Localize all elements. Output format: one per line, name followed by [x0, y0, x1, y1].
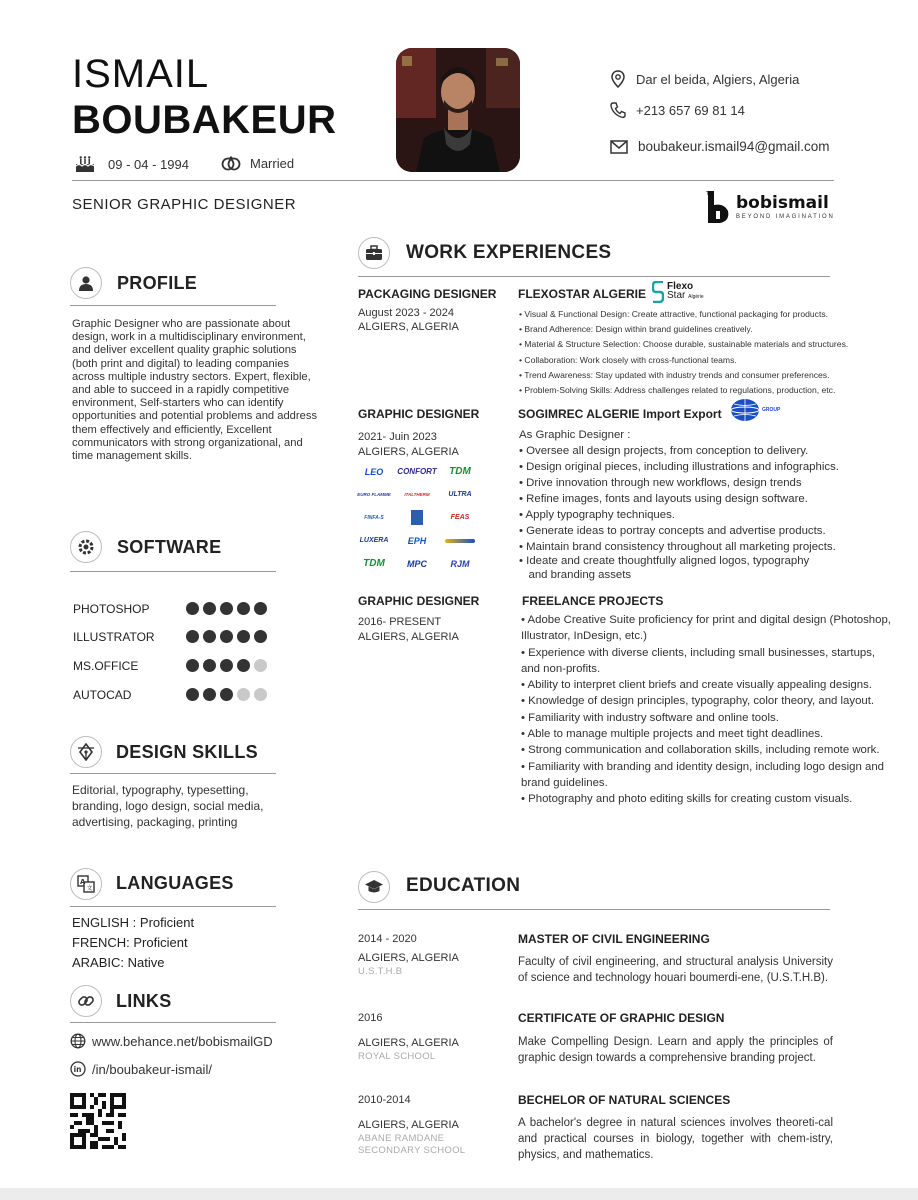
job-bullets: [519, 307, 848, 398]
client-logo: LUXERA: [359, 537, 389, 544]
portrait-image: [396, 48, 520, 172]
language-item: ARABIC: Native: [72, 955, 165, 970]
skill-dot-empty: [254, 659, 267, 672]
edu-school: ROYAL SCHOOL: [358, 1051, 436, 1062]
skill-dot-filled: [186, 688, 199, 701]
email-text[interactable]: boubakeur.ismail94@gmail.com: [638, 139, 830, 154]
language-item: ENGLISH : Proficient: [72, 915, 195, 930]
brand-tagline: BEYOND IMAGINATION: [736, 213, 835, 220]
skill-dot-empty: [254, 688, 267, 701]
job-bullet: • Trend Awareness: Stay updated with industry trends and consumer preferences.: [519, 369, 830, 380]
job-bullet: • Maintain brand consistency throughout all marketing projects.: [519, 541, 836, 553]
job-bullet: • Refine images, fonts and layouts using design software.: [519, 493, 808, 505]
qr-code-image: [70, 1093, 126, 1149]
behance-link[interactable]: www.behance.net/bobismailGD: [92, 1033, 273, 1049]
profile-text: Graphic Designer who are passionate about design, work in a multidisciplinary environment, and deliver excellent quality graphic solutions (both print and digital) to leading companies across multiple industry sectors. Expert, flexible, and able to succeed in a rapidly competitive environment, Self-starters who can identify opportunities and potential problems and address them effectively and efficiently, Excellent communicators with strong organizational, and time management skills.: [72, 318, 318, 463]
client-logos: [354, 462, 484, 573]
company-name: FLEXOSTAR ALGERIE: [518, 287, 647, 301]
job-location: ALGIERS, ALGERIA: [358, 631, 459, 643]
work-heading: WORK EXPERIENCES: [406, 242, 612, 263]
job-bullet: • Apply typography techniques.: [519, 509, 675, 521]
client-logo: CONFORT: [397, 467, 437, 476]
job-bullet: • Familiarity with branding and identity design, including logo design and brand guidelines.: [521, 760, 885, 789]
birthday-cake-icon: [74, 155, 96, 173]
location-pin-icon: [610, 70, 626, 88]
brand-mark-icon: [706, 189, 732, 225]
sogimrec-globe-icon: [730, 398, 760, 422]
links-section-icon-wrap: [70, 985, 102, 1017]
software-name: MS.OFFICE: [73, 659, 139, 673]
skill-dots: [186, 659, 267, 672]
rings-icon: [220, 155, 242, 171]
phone-row: [610, 101, 745, 119]
job-bullet: • Material & Structure Selection: Choose durable, sustainable materials and structures.: [519, 339, 849, 350]
job-bullet: • Problem-Solving Skills: Address challenges related to regulations, production, etc.: [519, 385, 836, 396]
job-date: August 2023 - 2024: [358, 307, 455, 319]
client-logo: ITALTHERM: [404, 492, 430, 497]
qr-code[interactable]: [70, 1093, 126, 1149]
skill-dot-filled: [220, 688, 233, 701]
job-bullet: • Generate ideas to portray concepts and advertise products.: [519, 525, 826, 537]
skill-dot-filled: [203, 688, 216, 701]
edu-school: ABANE RAMDANE SECONDARY SCHOOL: [358, 1133, 466, 1156]
birth-date: 09 - 04 - 1994: [108, 156, 189, 172]
skill-dots: [186, 688, 267, 701]
linkedin-icon: [70, 1061, 86, 1077]
work-rule: [358, 276, 830, 277]
client-logo: LEO: [364, 466, 384, 477]
brand-text: [736, 192, 835, 220]
linkedin-link-row: [70, 1061, 212, 1077]
flexostar-logo-line1: Flexo: [667, 281, 694, 292]
edu-school: U.S.T.H.B: [358, 966, 403, 977]
education-heading: EDUCATION: [406, 875, 521, 896]
brand-logo: [706, 186, 838, 228]
job-title: SENIOR GRAPHIC DESIGNER: [72, 196, 297, 213]
job-bullet: • Design original pieces, including illustrations and infographics.: [519, 461, 839, 473]
flexostar-logo-line2: [667, 291, 704, 302]
sogimrec-logo-sub: GROUP: [762, 407, 781, 413]
company-name: SOGIMREC ALGERIE Import Export: [518, 407, 722, 421]
client-logo-swoosh: [440, 531, 480, 550]
job-date: 2021- Juin 2023: [358, 431, 437, 443]
job-bullet: • Strong communication and collaboration skills, including remote work.: [521, 744, 880, 757]
client-logo: TDM: [363, 558, 385, 569]
skill-dots: [186, 602, 267, 615]
flexostar-mark-icon: [652, 281, 664, 303]
job-location: ALGIERS, ALGERIA: [358, 446, 459, 458]
address-text: Dar el beida, Algiers, Algeria: [636, 71, 800, 87]
skill-dot-filled: [186, 602, 199, 615]
software-name: PHOTOSHOP: [73, 602, 150, 616]
job-bullet: • Knowledge of design principles, typography, color theory, and layout.: [521, 695, 875, 708]
job-bullets: [519, 427, 889, 582]
job-bullets: [521, 612, 891, 808]
design-skills-rule: [70, 773, 276, 774]
chain-link-icon: [77, 992, 95, 1010]
profile-section-icon-wrap: [70, 267, 102, 299]
job-intro: As Graphic Designer :: [519, 429, 631, 441]
skill-dot-filled: [254, 602, 267, 615]
skill-dot-filled: [237, 602, 250, 615]
marital-status-block: [220, 155, 294, 171]
job-role: GRAPHIC DESIGNER: [358, 594, 480, 608]
job-bullet: • Drive innovation through new workflows, design trends: [519, 477, 802, 489]
company-name: FREELANCE PROJECTS: [522, 594, 664, 608]
work-section-icon-wrap: [358, 237, 390, 269]
job-bullet: • Oversee all design projects, from conception to delivery.: [519, 445, 809, 457]
job-bullet: and branding assets: [519, 568, 632, 581]
job-bullet: • Visual & Functional Design: Create attractive, functional packaging for products.: [519, 309, 829, 319]
sogimrec-logo: [730, 398, 780, 422]
briefcase-icon: [365, 245, 383, 261]
links-heading: LINKS: [116, 991, 172, 1011]
skill-dot-filled: [220, 659, 233, 672]
globe-icon: [70, 1033, 86, 1049]
skill-dots: [186, 630, 267, 643]
skill-dot-empty: [237, 688, 250, 701]
edu-degree: CERTIFICATE OF GRAPHIC DESIGN: [518, 1011, 725, 1025]
address-row: [610, 70, 799, 88]
translate-icon: [77, 875, 95, 893]
skill-dot-filled: [220, 630, 233, 643]
job-bullet: • Collaboration: Work closely with cross-functional teams.: [519, 354, 737, 365]
education-rule: [358, 909, 830, 910]
skill-dot-filled: [186, 630, 199, 643]
job-date: 2016- PRESENT: [358, 616, 442, 628]
job-bullet: • Adobe Creative Suite proficiency for print and digital design (Photoshop, Illustrator, InDesign, etc.): [521, 614, 891, 643]
software-name: AUTOCAD: [73, 688, 132, 702]
education-section-icon-wrap: [358, 871, 390, 903]
client-logo: FEAS: [450, 514, 470, 521]
gear-icon: [77, 538, 95, 556]
software-name: ILLUSTRATOR: [73, 630, 155, 644]
languages-section-icon-wrap: [70, 868, 102, 900]
language-item: FRENCH: Proficient: [72, 935, 188, 950]
skill-dot-filled: [203, 630, 216, 643]
edu-location: ALGIERS, ALGERIA: [358, 1119, 459, 1131]
software-heading: SOFTWARE: [117, 537, 222, 557]
swoosh-icon: [445, 539, 475, 543]
languages-heading: LANGUAGES: [116, 873, 234, 893]
edu-location: ALGIERS, ALGERIA: [358, 1037, 459, 1049]
languages-rule: [70, 906, 276, 907]
software-rule: [70, 571, 276, 572]
svg-text:文: 文: [86, 885, 93, 892]
first-name: ISMAIL: [72, 52, 210, 96]
skill-dot-filled: [237, 659, 250, 672]
edu-degree: MASTER OF CIVIL ENGINEERING: [518, 932, 710, 946]
job-bullet: • Ideate and create thoughtfully aligned logos, typography: [519, 555, 810, 567]
graduation-cap-icon: [364, 879, 384, 895]
skill-dot-filled: [220, 602, 233, 615]
client-logo: EPH: [407, 535, 427, 546]
profile-heading: PROFILE: [117, 273, 198, 293]
skill-dot-filled: [237, 630, 250, 643]
blue-square-icon: [411, 510, 423, 525]
job-bullet: • Familiarity with industry software and online tools.: [521, 711, 779, 724]
job-role: PACKAGING DESIGNER: [358, 287, 497, 301]
phone-icon: [610, 101, 626, 119]
behance-link-row: [70, 1033, 273, 1049]
marital-status: Married: [250, 155, 295, 171]
edu-location: ALGIERS, ALGERIA: [358, 952, 459, 964]
flexostar-logo: [652, 281, 704, 303]
flexostar-logo-line2-text: Star: [667, 290, 686, 301]
birth-date-block: [74, 155, 189, 173]
links-rule: [70, 1022, 276, 1023]
last-name: BOUBAKEUR: [72, 98, 337, 142]
job-role: GRAPHIC DESIGNER: [358, 407, 480, 421]
client-logo: RJM: [450, 558, 470, 569]
brand-name: bobismail: [736, 192, 829, 213]
edu-description: Faculty of civil engineering, and structural analysis University of science and technology houari boumerdi-ene, (U.S.T.H.B).: [518, 956, 833, 984]
header-divider: [72, 180, 834, 181]
edu-degree: BECHELOR OF NATURAL SCIENCES: [518, 1093, 731, 1107]
edu-date: 2016: [358, 1012, 383, 1024]
design-skills-heading: DESIGN SKILLS: [116, 742, 258, 762]
flexostar-logo-sub: Algérie: [688, 294, 704, 300]
job-bullet: • Able to manage multiple projects and meet tight deadlines.: [521, 728, 824, 741]
job-location: ALGIERS, ALGERIA: [358, 321, 459, 333]
profile-photo: [396, 48, 520, 172]
linkedin-link[interactable]: /in/boubakeur-ismail/: [92, 1061, 212, 1077]
svg-text:in: in: [73, 1065, 82, 1075]
edu-description: A bachelor's degree in natural sciences involves theoreti-cal and practical courses in biology, together with chem-istry, physics, and mathematics.: [518, 1117, 833, 1161]
email-icon: [610, 140, 628, 154]
edu-description: Make Compelling Design. Learn and apply the principles of graphic design towards a comprehensive branding project.: [518, 1036, 833, 1064]
edu-date: 2014 - 2020: [358, 933, 417, 945]
client-logo: TDM: [449, 466, 471, 477]
svg-text:TM: TM: [706, 191, 714, 197]
job-bullet: • Photography and photo editing skills for creating custom visuals.: [521, 793, 853, 806]
skill-dot-filled: [254, 630, 267, 643]
design-skills-text: Editorial, typography, typesetting, branding, logo design, social media, advertising, packaging, printing: [72, 783, 264, 829]
svg-text:A: A: [80, 878, 86, 886]
client-logo: MPC: [407, 558, 427, 569]
phone-text[interactable]: +213 657 69 81 14: [636, 102, 745, 118]
client-logo: FINFA-S: [364, 514, 384, 521]
client-logo: EURO FLAMME: [357, 492, 391, 497]
client-logo-square: [397, 508, 437, 527]
skill-dot-filled: [186, 659, 199, 672]
skill-dot-filled: [203, 659, 216, 672]
client-logo: ULTRA: [448, 491, 472, 498]
email-row: [610, 139, 830, 154]
software-section-icon-wrap: [70, 531, 102, 563]
pen-nib-icon: [77, 743, 95, 761]
edu-date: 2010-2014: [358, 1094, 411, 1106]
job-bullet: • Experience with diverse clients, including small businesses, startups, and non-profits.: [521, 646, 876, 675]
job-bullet: • Brand Adherence: Design within brand guidelines creatively.: [519, 324, 753, 335]
flexostar-wordmark: [667, 282, 704, 302]
job-bullet: • Ability to interpret client briefs and create visually appealing designs.: [521, 679, 872, 692]
user-icon: [78, 275, 94, 291]
skill-dot-filled: [203, 602, 216, 615]
design-skills-section-icon-wrap: [70, 736, 102, 768]
profile-rule: [70, 305, 276, 306]
